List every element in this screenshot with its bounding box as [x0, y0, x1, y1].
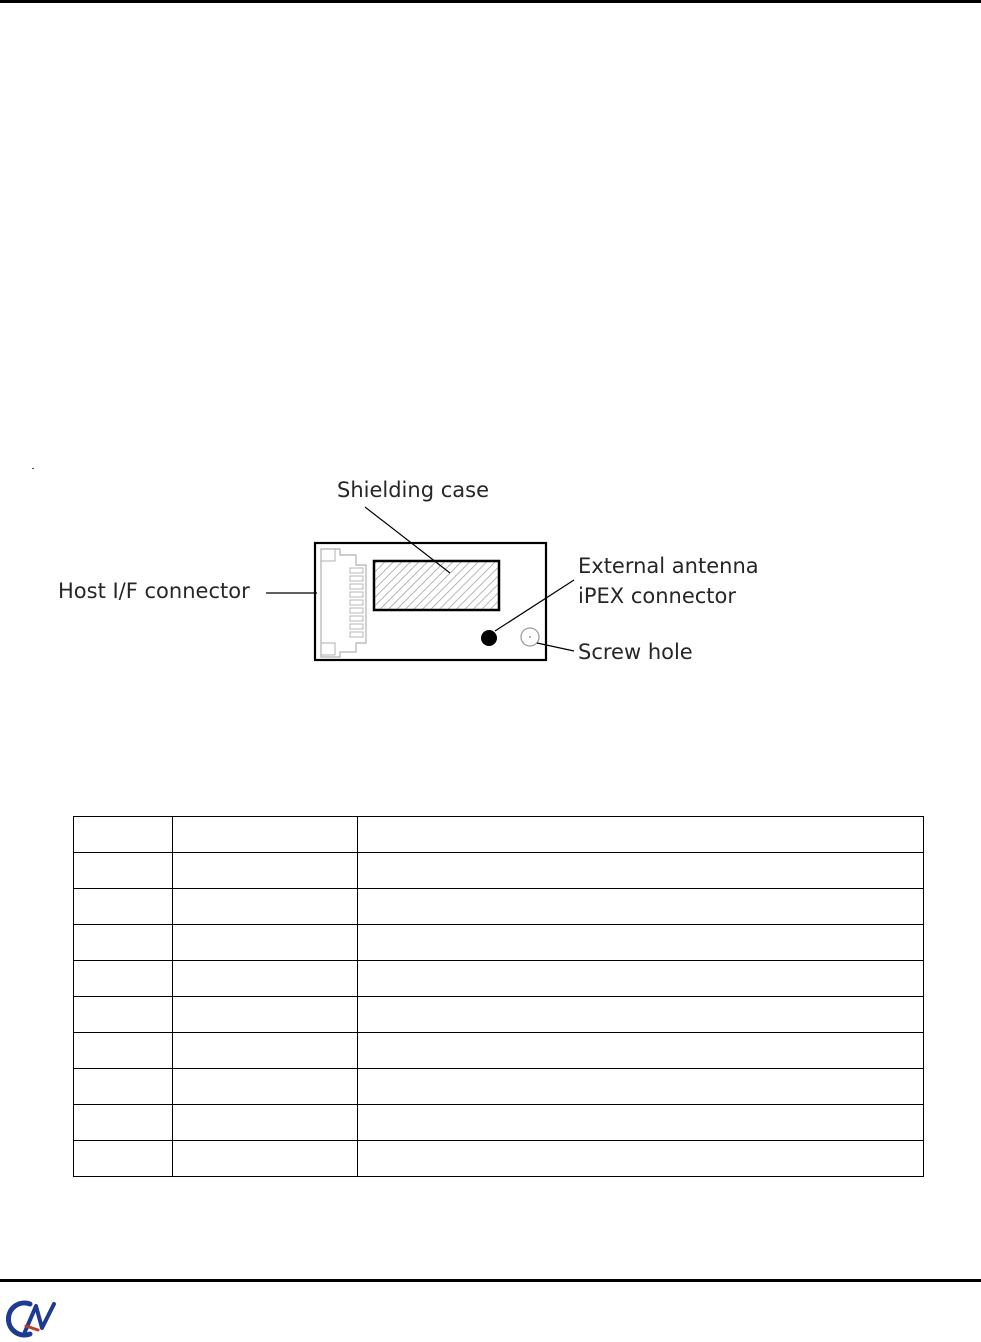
shielding-case-label: Shielding case — [337, 478, 489, 502]
table-cell — [173, 1105, 358, 1141]
company-logo-icon — [6, 1298, 58, 1338]
table-cell — [358, 853, 924, 889]
table-cell — [358, 1141, 924, 1177]
pin-table — [73, 816, 924, 1177]
table-row — [74, 1141, 924, 1177]
pin-table-body — [74, 817, 924, 1177]
antenna-connector — [481, 630, 497, 646]
table-cell — [173, 997, 358, 1033]
module-diagram-svg — [40, 465, 800, 685]
table-cell — [358, 1033, 924, 1069]
table-header-cell — [173, 817, 358, 853]
screw-hole-label: Screw hole — [578, 640, 693, 664]
table-row — [74, 1069, 924, 1105]
table-row — [74, 889, 924, 925]
table-header-cell — [74, 817, 173, 853]
table-cell — [358, 925, 924, 961]
table-row — [74, 961, 924, 997]
host-connector-label: Host I/F connector — [58, 579, 250, 603]
table-cell — [173, 889, 358, 925]
table-cell — [173, 1033, 358, 1069]
table-cell — [74, 997, 173, 1033]
table-row — [74, 1105, 924, 1141]
table-row — [74, 853, 924, 889]
table-cell — [173, 925, 358, 961]
table-cell — [74, 1033, 173, 1069]
table-cell — [358, 961, 924, 997]
antenna-label-line1: External antenna — [578, 554, 759, 578]
table-cell — [173, 1069, 358, 1105]
table-cell — [74, 1105, 173, 1141]
table-header-cell — [358, 817, 924, 853]
table-row — [74, 1033, 924, 1069]
table-cell — [358, 997, 924, 1033]
table-header-row — [74, 817, 924, 853]
table-cell — [358, 889, 924, 925]
screw-hole-center — [529, 636, 531, 638]
shielding-case — [374, 561, 499, 610]
stray-mark — [32, 468, 34, 469]
table-cell — [358, 1069, 924, 1105]
table-row — [74, 925, 924, 961]
antenna-label-line2: iPEX connector — [578, 584, 737, 608]
table-cell — [74, 925, 173, 961]
table-cell — [74, 853, 173, 889]
footer-rule — [0, 1279, 981, 1282]
table-cell — [74, 1069, 173, 1105]
header-rule — [0, 0, 981, 3]
table-cell — [173, 961, 358, 997]
table-row — [74, 997, 924, 1033]
table-cell — [358, 1105, 924, 1141]
table-cell — [74, 961, 173, 997]
table-cell — [74, 889, 173, 925]
table-cell — [74, 1141, 173, 1177]
module-diagram — [40, 465, 800, 685]
table-cell — [173, 1141, 358, 1177]
table-cell — [173, 853, 358, 889]
